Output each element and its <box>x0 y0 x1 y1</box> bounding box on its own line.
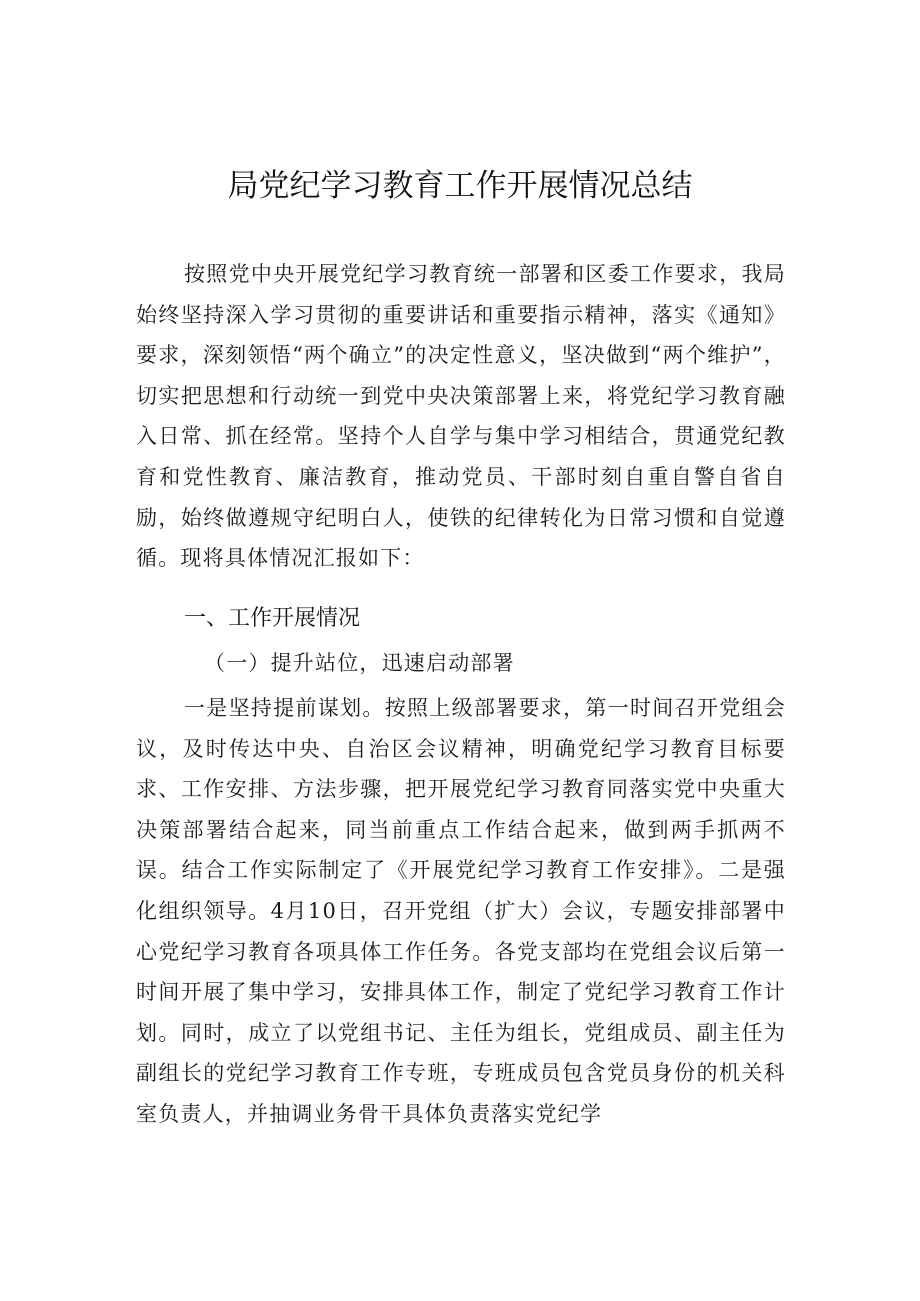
document-title: 局党纪学习教育工作开展情况总结 <box>227 168 693 204</box>
section-heading: 一、工作开展情况 <box>184 606 361 631</box>
subsection-heading: （一）提升站位，迅速启动部署 <box>204 651 515 675</box>
body-paragraph: 一是坚持提前谋划。按照上级部署要求，第一时间召开党组会议，及时传达中央、自治区会议精神，明确党纪学习教育目标要求、工作安排、方法步骤，把开展党纪学习教育同落实党中央重大决策部署结合起来，同当前重点工作结合起来，做到两手抓两不误。结合工作实际制定了《开展党纪学习教育工作安排》。二是强化组织领导。4月10日，召开党组（扩大）会议，专题安排部署中心党纪学习教育各项具体工作任务。各党支部均在党组会议后第一时间开展了集中学习，安排具体工作，制定了党纪学习教育工作计划。同时，成立了以党组书记、主任为组长，党组成员、副主任为副组长的党纪学习教育工作专班，专班成员包含党员身份的机关科室负责人，并抽调业务骨干具体负责落实党纪学 <box>136 696 786 1126</box>
intro-paragraph: 按照党中央开展党纪学习教育统一部署和区委工作要求，我局始终坚持深入学习贯彻的重要讲话和重要指示精神，落实《通知》要求，深刻领悟“两个确立”的决定性意义，坚决做到“两个维护”，切实把思想和行动统一到党中央决策部署上来，将党纪学习教育融入日常、抓在经常。坚持个人自学与集中学习相结合，贯通党纪教育和党性教育、廉洁教育，推动党员、干部时刻自重自警自省自励，始终做遵规守纪明白人，使铁的纪律转化为日常习惯和自觉遵循。现将具体情况汇报如下： <box>136 262 786 571</box>
